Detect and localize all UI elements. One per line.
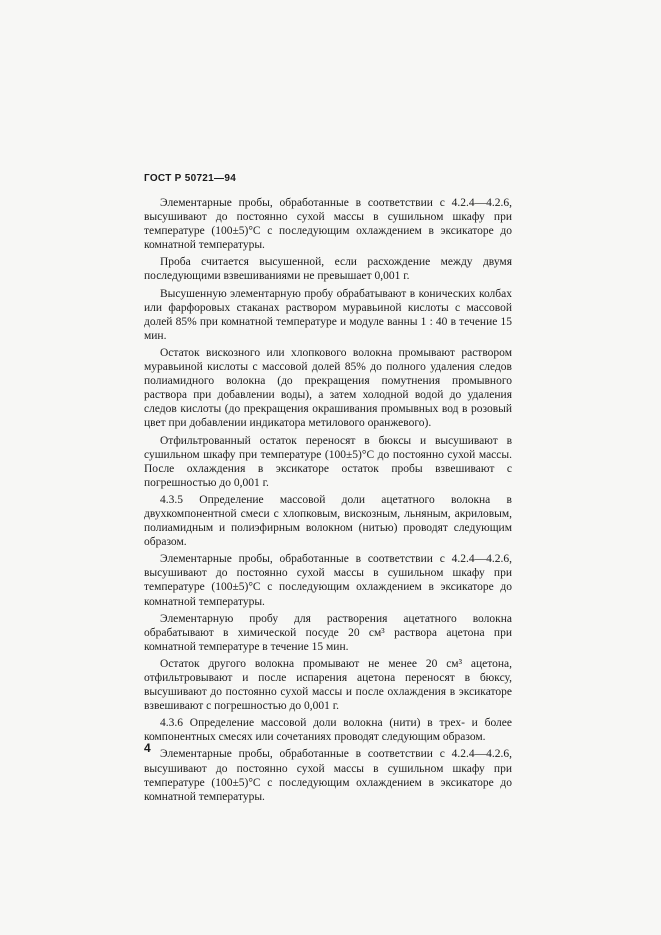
paragraph: Проба считается высушенной, если расхождение между двумя последующими взвешиваниями не превышает 0,001 г. [144, 256, 512, 283]
document-header: ГОСТ Р 50721—94 [144, 173, 237, 184]
paragraph: Высушенную элементарную пробу обрабатывают в конических колбах или фарфоровых стаканах раствором муравьиной кислоты с массовой долей 85% при комнатной температуре и модуле ванны 1 : 40 в течение 15 мин. [144, 287, 512, 342]
paragraph: Элементарные пробы, обработанные в соответствии с 4.2.4—4.2.6, высушивают до постоянно сухой массы в сушильном шкафу при температуре (100±5)°С с последующим охлаждением в эксикаторе до комнатной температуры. [144, 748, 512, 803]
paragraph: Остаток другого волокна промывают не менее 20 см³ ацетона, отфильтровывают и после испарения ацетона переносят в бюксу, высушивают до постоянно сухой массы и после охлаждения в эксикаторе взвешивают с погрешностью до 0,001 г. [144, 657, 512, 713]
paragraph: Остаток вискозного или хлопкового волокна промывают раствором муравьиной кислоты с массовой долей 85% до полного удаления следов полиамидного волокна (до прекращения помутнения промывного раствора при добавлении воды), а затем холодной водой до удаления следов кислоты (до прекращения окрашивания промывных вод в розовый цвет при добавлении индикатора метилового оранжевого). [144, 346, 512, 430]
page-number: 4 [144, 741, 151, 755]
paragraph: Элементарные пробы, обработанные в соответствии с 4.2.4—4.2.6, высушивают до постоянно сухой массы в сушильном шкафу при температуре (100±5)°С с последующим охлаждением в эксикаторе до комнатной температуры. [144, 197, 512, 252]
document-body [144, 196, 512, 807]
paragraph: Элементарные пробы, обработанные в соответствии с 4.2.4—4.2.6, высушивают до постоянно сухой массы в сушильном шкафу при температуре (100±5)°С с последующим охлаждением в эксикаторе до комнатной температуры. [144, 553, 512, 608]
paragraph: Отфильтрованный остаток переносят в бюксы и высушивают в сушильном шкафу при температуре (100±5)°С до постоянно сухой массы. После охлаждения в эксикаторе остаток пробы взвешивают с погрешностью до 0,001 г. [144, 434, 512, 489]
section-heading-paragraph: 4.3.5 Определение массовой доли ацетатного волокна в двухкомпонентной смеси с хлопковым, вискозным, льняным, акриловым, полиамидным и полиэфирным волокном (нитью) проводят следующим образом. [144, 493, 512, 549]
paragraph: Элементарную пробу для растворения ацетатного волокна обрабатывают в химической посуде 20 см³ раствора ацетона при комнатной температуре в течение 15 мин. [144, 612, 512, 653]
section-heading-paragraph: 4.3.6 Определение массовой доли волокна (нити) в трех- и более компонентных смесях или сочетаниях проводят следующим образом. [144, 717, 512, 744]
